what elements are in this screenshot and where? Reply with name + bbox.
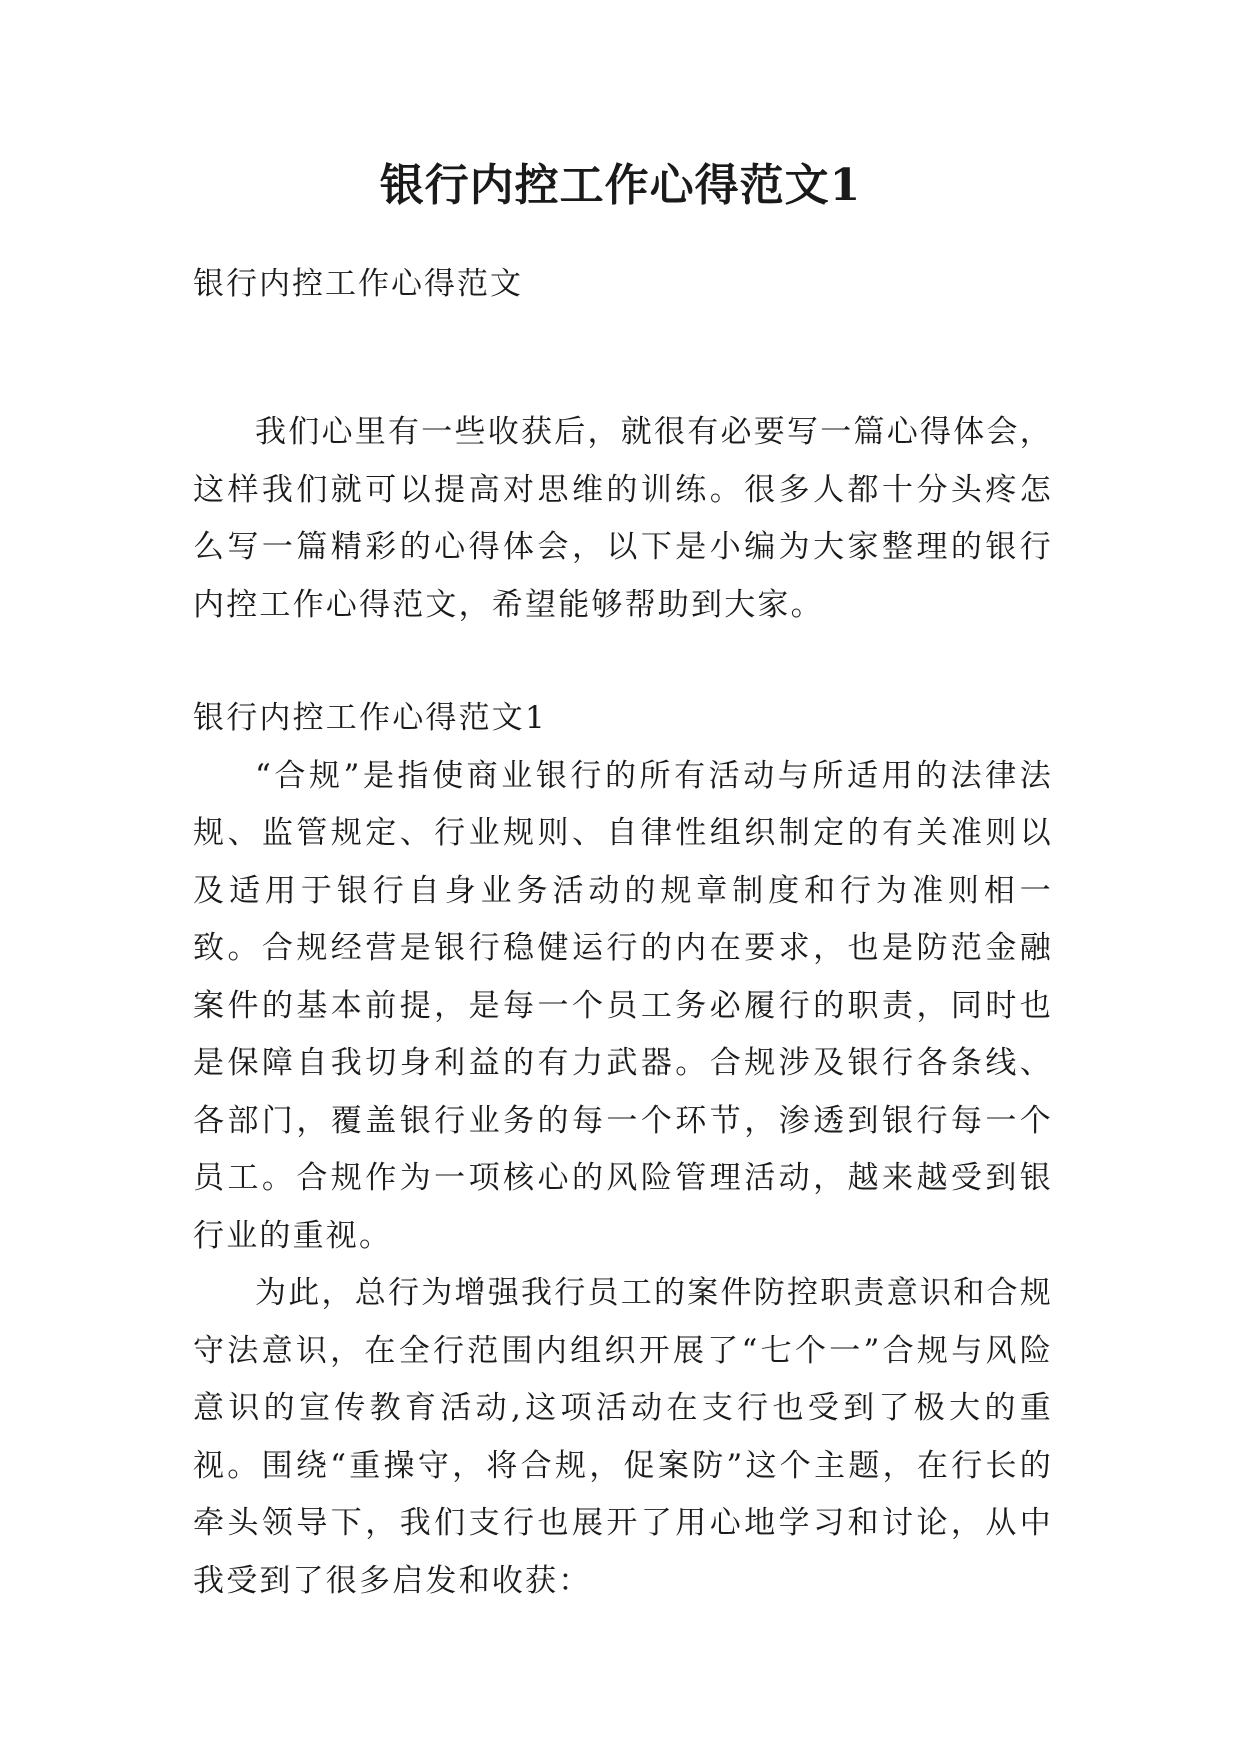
document-subtitle: 银行内控工作心得范文 bbox=[193, 266, 523, 302]
intro-paragraph: 我们心里有一些收获后，就很有必要写一篇心得体会，这样我们就可以提高对思维的训练。很多人都十分头疼怎么写一篇精彩的心得体会，以下是小编为大家整理的银行内控工作心得范文，希望能够帮助到大家。 bbox=[193, 414, 1053, 623]
body-paragraph: 为此，总行为增强我行员工的案件防控职责意识和合规守法意识，在全行范围内组织开展了“七个一”合规与风险意识的宣传教育活动,这项活动在支行也受到了极大的重视。围绕“重操守，将合规，促案防”这个主题，在行长的牵头领导下，我们支行也展开了用心地学习和讨论，从中我受到了很多启发和收获： bbox=[193, 1275, 1053, 1599]
intro-section bbox=[193, 404, 1053, 634]
section-heading: 银行内控工作心得范文1 bbox=[193, 700, 547, 736]
document-title: 银行内控工作心得范文1 bbox=[379, 160, 862, 211]
body-paragraph: “合规”是指使商业银行的所有活动与所适用的法律法规、监管规定、行业规则、自律性组织制定的有关准则以及适用于银行自身业务活动的规章制度和行为准则相一致。合规经营是银行稳健运行的内在要求，也是防范金融案件的基本前提，是每一个员工务必履行的职责，同时也是保障自我切身利益的有力武器。合规涉及银行各条线、各部门，覆盖银行业务的每一个环节，渗透到银行每一个员工。合规作为一项核心的风险管理活动，越来越受到银行业的重视。 bbox=[193, 757, 1053, 1254]
main-section bbox=[193, 690, 1053, 1610]
